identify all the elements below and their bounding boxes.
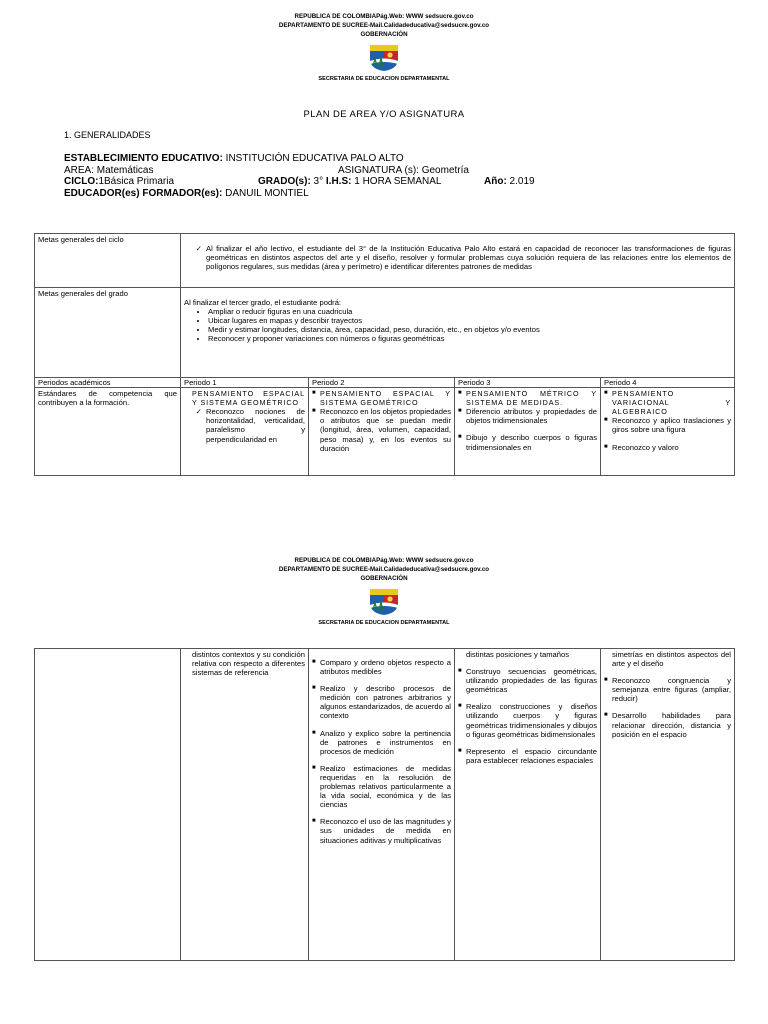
list-item: ■ Realizo y describo procesos de medición con patrones arbitrarios y algunos estandarizados, de acuerdo al contexto (312, 684, 451, 721)
metas-grado-list (184, 307, 731, 343)
crest-logo-icon (367, 586, 401, 616)
ihs-label: I.H.S: (323, 176, 352, 187)
ano-value: 2.019 (506, 176, 535, 187)
square-bullet-icon: ■ (458, 408, 462, 415)
establecimiento-label: ESTABLECIMIENTO EDUCATIVO: (64, 153, 223, 164)
estandares-label: Estándares de competencia que contribuyen a la formación. (35, 388, 181, 476)
document-page-2 (0, 552, 768, 972)
square-bullet-icon: ■ (604, 712, 608, 719)
periodos-label: Periodos académicos (35, 378, 181, 388)
periodo-4-header: Periodo 4 (601, 378, 735, 388)
empty-label-cell (35, 649, 181, 961)
list-item: ■ Represento el espacio circundante para establecer relaciones espaciales (458, 746, 597, 765)
periodo-1-content (181, 388, 309, 476)
header-line-3: GOBERNACIÓN (360, 575, 408, 582)
list-item: ■ Reconozco en los objetos propiedades o atributos que se puedan medir (longitud, área, volumen, capacidad, peso masa) y, en los eventos su duración (312, 407, 451, 453)
periodo-4-continued: simetrías en distintos aspectos del arte y el diseño ■ Reconozco congruencia y semejanza entre figuras (ampliar, reducir) ■ Desarrollo habilidades para relacionar dirección, distancia y posición en el espacio (601, 649, 735, 961)
list-item: ■ Diferencio atributos y propiedades de objetos tridimensionales (458, 407, 597, 426)
section-title: 1. GENERALIDADES (64, 130, 151, 140)
ihs-value: 1 HORA SEMANAL (351, 176, 442, 187)
square-bullet-icon: ■ (312, 818, 316, 825)
p1-heading: PENSAMIENTO ESPACIAL Y SISTEMA GEOMÉTRICO (192, 389, 305, 408)
document-page-1 (0, 0, 768, 490)
list-item: ■ Desarrollo habilidades para relacionar dirección, distancia y posición en el espacio (604, 711, 731, 739)
crest-logo-icon (367, 42, 401, 72)
ciclo-row (64, 176, 704, 188)
p4-heading: PENSAMIENTO VARIACIONAL Y ALGEBRAICO (612, 389, 732, 417)
metas-grado-row (35, 288, 735, 378)
educador-label: EDUCADOR(es) FORMADOR(es): (64, 187, 223, 199)
list-item: • Ampliar o reducir figuras en una cuadricula (208, 307, 731, 316)
checkmark-icon: ✓ (195, 244, 202, 253)
periodo-1-continued: distintos contextos y su condición relativa con respecto a diferentes sistemas de referencia (181, 649, 309, 961)
square-bullet-icon: ■ (312, 685, 316, 692)
periodo-1-header: Periodo 1 (181, 378, 309, 388)
square-bullet-icon: ■ (458, 434, 462, 441)
periodo-3-continued: distintas posiciones y tamaños ■ Construyo secuencias geométricas, utilizando propiedades de las figuras geométricas ■ Realizo construcciones y diseños utilizando cuerpos y figuras geométricas tridimensionales y dibujos o figuras geométricas bidimensionales ■ Represento el espacio circundante para establecer relaciones espaciales (455, 649, 601, 961)
metas-ciclo-text: Al finalizar el año lectivo, el estudiante del 3° de la Institución Educativa Palo Alto estará en capacidad de reconocer las transformaciones de figuras geométricas en distintos aspectos del arte y el diseño, resolver y formular problemas cuya solución requiera de las relaciones entre los elementos de polígonos regulares, sus medidas (área y perímetro) e identificar diferentes patrones de medidas (206, 244, 732, 272)
list-item: • Medir y estimar longitudes, distancia, área, capacidad, peso, duración, etc., en objetos y/o eventos (208, 325, 731, 334)
list-item: ■ Reconozco y aplico traslaciones y giros sobre una figura (604, 416, 732, 435)
list-item: ■ Realizo estimaciones de medidas requeridas en la resolución de problemas relativos particularmente a la vida social, económica y de las ciencias (312, 763, 451, 810)
educador-row (64, 188, 704, 200)
list-item: ■ Dibujo y describo cuerpos o figuras tridimensionales en (458, 433, 597, 452)
metas-ciclo-item (184, 244, 731, 271)
establecimiento-value: INSTITUCIÓN EDUCATIVA PALO ALTO (222, 153, 404, 164)
square-bullet-icon: ■ (312, 659, 316, 665)
educador-value: DANUIL MONTIEL (222, 187, 309, 199)
estandares-row (35, 388, 735, 476)
square-bullet-icon: ■ (458, 703, 462, 710)
p2-heading: PENSAMIENTO ESPACIAL Y SISTEMA GEOMÉTRICO (320, 389, 451, 408)
periodo-2-content (309, 388, 455, 476)
plan-table-page-1 (34, 233, 735, 476)
list-item: ■ Reconozco congruencia y semejanza entre figuras (ampliar, reducir) (604, 676, 731, 704)
header-line-2: DEPARTAMENTO DE SUCREE-Mail.Calidadeducativa@sedsucre.gov.co (278, 22, 490, 29)
square-bullet-icon: ■ (604, 677, 608, 684)
list-item: ■ Realizo construcciones y diseños utilizando cuerpos y figuras geométricas tridimensionales y dibujos o figuras geométricas bidimensionales (458, 702, 597, 739)
grado-label: GRADO(s): (258, 176, 311, 187)
metas-ciclo-label: Metas generales del ciclo (35, 234, 181, 288)
secretaria-label: SECRETARIA DE EDUCACION DEPARTAMENTAL (318, 76, 450, 82)
ano-label: Año: (484, 176, 507, 187)
periodo-3-content (455, 388, 601, 476)
square-bullet-icon: ■ (312, 764, 316, 771)
periodos-row (35, 378, 735, 388)
square-bullet-icon: ■ (312, 408, 316, 415)
ciclo-value: 1Básica Primaria (98, 176, 175, 187)
page-header (0, 12, 768, 82)
list-item: ■ Construyo secuencias geométricas, utilizando propiedades de las figuras geométricas (458, 667, 597, 695)
square-bullet-icon: ■ (458, 668, 462, 675)
periodo-2-header: Periodo 2 (309, 378, 455, 388)
periodo-3-header: Periodo 3 (455, 378, 601, 388)
list-item: ✓ Reconozco nociones de horizontalidad, verticalidad, paralelismo y perpendicularidad en (184, 407, 305, 443)
metas-grado-label: Metas generales del grado (35, 288, 181, 378)
grado-value: 3° (310, 176, 324, 187)
header-line-1: REPUBLICA DE COLOMBIAPág.Web: WWW sedsucre.gov.co (294, 557, 474, 564)
area-row (64, 165, 704, 177)
header-line-3: GOBERNACIÓN (360, 31, 408, 38)
secretaria-label: SECRETARIA DE EDUCACION DEPARTAMENTAL (318, 620, 450, 626)
plan-title: PLAN DE AREA Y/O ASIGNATURA (303, 109, 465, 120)
list-item: • Reconocer y proponer variaciones con números o figuras geométricas (208, 334, 731, 343)
header-line-1: REPUBLICA DE COLOMBIAPág.Web: WWW sedsucre.gov.co (294, 13, 474, 20)
periodo-4-content (601, 388, 735, 476)
list-item: ■ Analizo y explico sobre la pertinencia de patrones e instrumentos en procesos de medición (312, 728, 451, 756)
ciclo-label: CICLO: (64, 176, 99, 187)
estandares-continued-row (35, 649, 735, 961)
list-item: ■ Reconozco y valoro (604, 442, 679, 452)
establecimiento-row (64, 153, 704, 165)
periodo-2-continued (309, 649, 455, 961)
area-value: AREA: Matemáticas (64, 164, 154, 176)
metas-grado-intro: Al finalizar el tercer grado, el estudiante podrá: (184, 298, 342, 307)
list-item: ■ Comparo y ordeno objetos respecto a atributos medibles (312, 658, 451, 677)
header-line-2: DEPARTAMENTO DE SUCREE-Mail.Calidadeducativa@sedsucre.gov.co (278, 566, 490, 573)
list-item: ■ Reconozco el uso de las magnitudes y sus unidades de medida en situaciones aditivas y multiplicativas (312, 817, 451, 845)
square-bullet-icon: ■ (458, 747, 462, 754)
page-header (0, 556, 768, 626)
checkmark-icon: ✓ (195, 407, 202, 417)
square-bullet-icon: ■ (604, 390, 608, 397)
asignatura-value: ASIGNATURA (s): Geometría (338, 164, 469, 176)
metas-ciclo-row (35, 234, 735, 288)
p3-heading: PENSAMIENTO MÉTRICO Y SISTEMA DE MEDIDAS. (466, 389, 597, 408)
general-info (64, 153, 704, 199)
square-bullet-icon: ■ (312, 729, 316, 736)
square-bullet-icon: ■ (312, 390, 316, 397)
square-bullet-icon: ■ (458, 390, 462, 397)
square-bullet-icon: ■ (604, 417, 608, 424)
plan-table-page-2 (34, 648, 735, 961)
square-bullet-icon: ■ (604, 443, 608, 450)
list-item: • Ubicar lugares en mapas y describir trayectos (208, 316, 731, 325)
